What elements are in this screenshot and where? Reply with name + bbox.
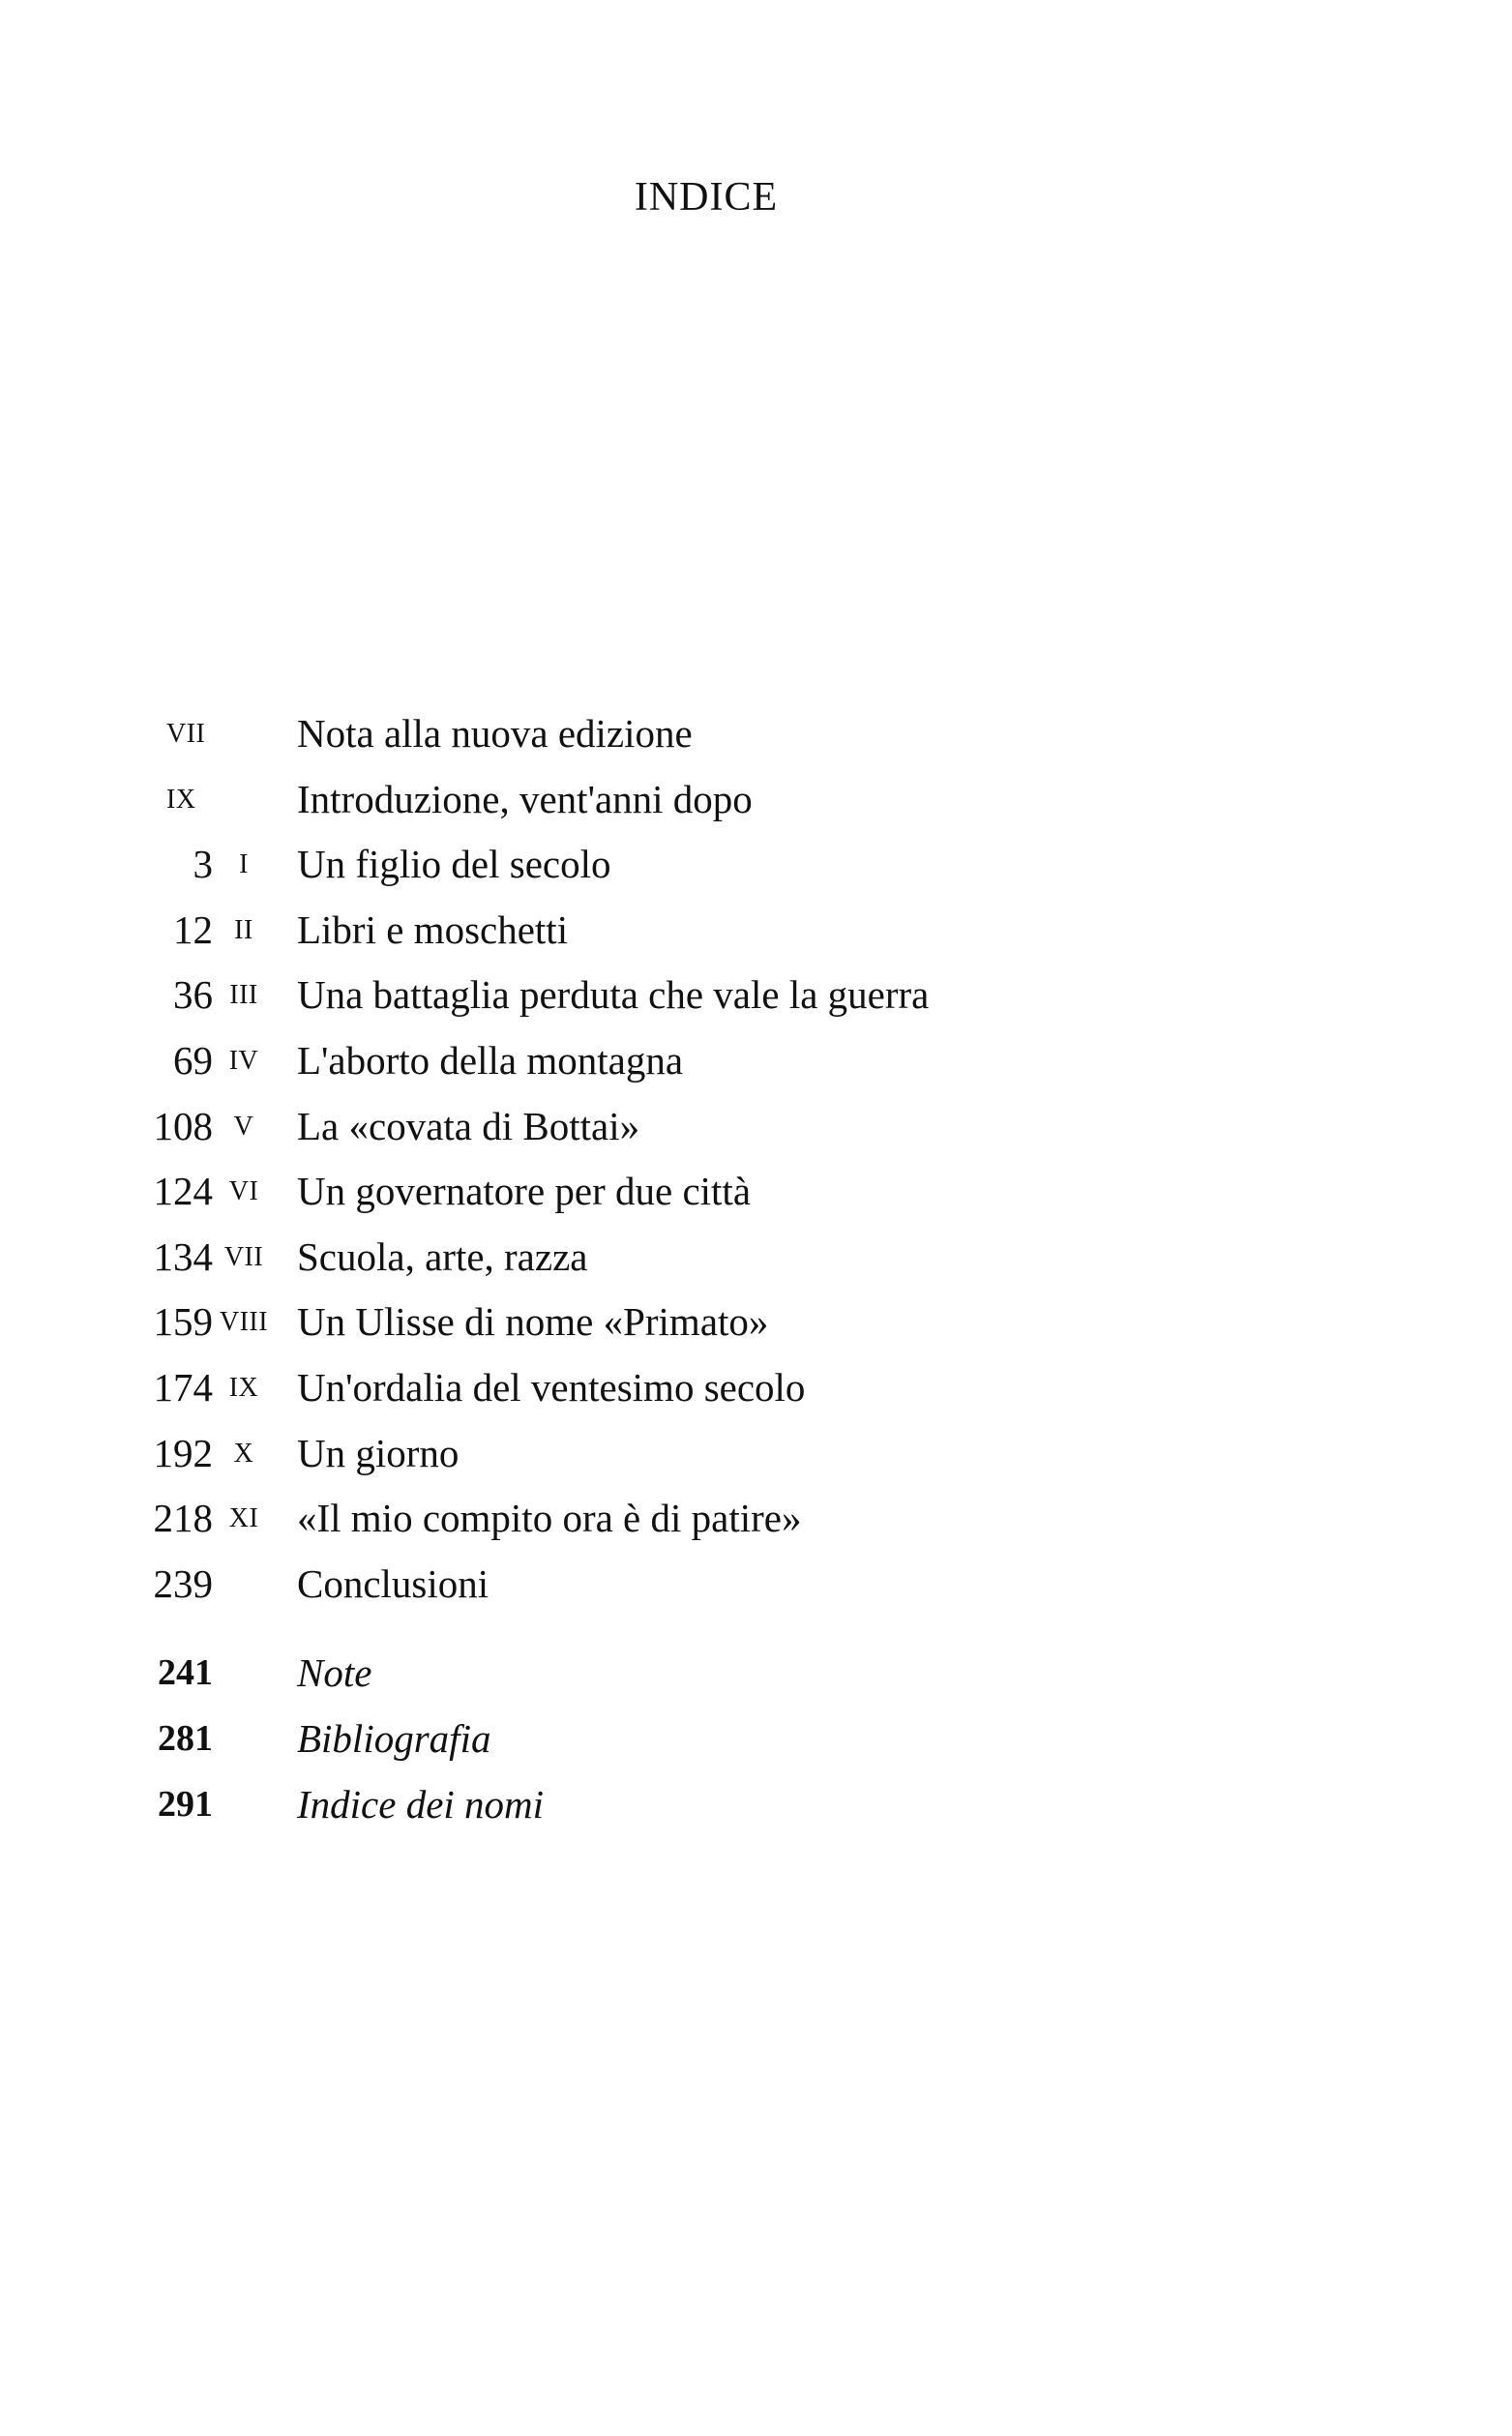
- toc-page-number: 239: [153, 1560, 213, 1606]
- toc-roman-numeral: VIII: [219, 1307, 269, 1338]
- toc-entry-chapter-8[interactable]: [145, 1290, 1112, 1355]
- toc-page-number: 241: [158, 1652, 213, 1694]
- toc-page-number: 174: [153, 1364, 213, 1410]
- toc-roman-numeral: VII: [223, 1241, 264, 1272]
- toc-page-number: 134: [153, 1233, 213, 1279]
- toc-page-number: 108: [153, 1103, 213, 1148]
- toc-entry-label: Note: [297, 1650, 372, 1696]
- toc-entry-name-index[interactable]: [145, 1772, 1112, 1838]
- toc-roman-numeral: IX: [228, 1372, 259, 1403]
- toc-entry-chapter-2[interactable]: [145, 898, 1112, 964]
- toc-entry-label: Indice dei nomi: [297, 1781, 545, 1827]
- toc-entry-label: La «covata di Bottai»: [297, 1103, 640, 1148]
- table-of-contents: [145, 701, 1112, 1837]
- toc-entry-label: Bibliografia: [297, 1715, 491, 1761]
- toc-entry-conclusions[interactable]: [145, 1552, 1112, 1618]
- toc-roman-numeral: V: [233, 1111, 254, 1142]
- toc-roman-numeral: I: [239, 849, 249, 880]
- toc-entry-label: Un figlio del secolo: [297, 842, 611, 887]
- toc-roman-numeral: VII: [166, 719, 206, 749]
- toc-entry-label: Nota alla nuova edizione: [297, 711, 693, 756]
- toc-page-number: 291: [158, 1783, 213, 1825]
- toc-entry-chapter-1[interactable]: [145, 832, 1112, 898]
- toc-entry-preface[interactable]: [145, 701, 1112, 767]
- toc-entry-label: Scuola, arte, razza: [297, 1233, 588, 1279]
- toc-entry-chapter-4[interactable]: [145, 1028, 1112, 1094]
- toc-page-number: 3: [193, 842, 213, 887]
- toc-page-number: 124: [153, 1169, 213, 1214]
- toc-entry-label: L'aborto della montagna: [297, 1037, 684, 1083]
- section-gap: [145, 1617, 1112, 1641]
- toc-page-number: 69: [173, 1037, 213, 1083]
- toc-page-number: 36: [173, 972, 213, 1018]
- toc-roman-numeral: IV: [228, 1045, 259, 1076]
- toc-entry-label: Un'ordalia del ventesimo secolo: [297, 1364, 806, 1410]
- toc-roman-numeral: IX: [166, 784, 196, 815]
- toc-entry-chapter-7[interactable]: [145, 1225, 1112, 1291]
- toc-page-number: 192: [153, 1430, 213, 1475]
- toc-entry-chapter-11[interactable]: [145, 1486, 1112, 1552]
- toc-entry-label: Introduzione, vent'anni dopo: [297, 776, 753, 821]
- toc-entry-chapter-3[interactable]: [145, 963, 1112, 1028]
- toc-roman-numeral: III: [229, 980, 258, 1011]
- toc-entry-label: Un governatore per due città: [297, 1169, 752, 1214]
- toc-entry-label: Una battaglia perduta che vale la guerra: [297, 972, 930, 1018]
- toc-entry-label: «Il mio compito ora è di patire»: [297, 1496, 802, 1541]
- toc-page-number: 281: [158, 1717, 213, 1759]
- toc-entry-introduction[interactable]: [145, 767, 1112, 833]
- toc-entry-label: Conclusioni: [297, 1560, 489, 1606]
- toc-roman-numeral: XI: [228, 1503, 259, 1534]
- toc-entry-chapter-6[interactable]: [145, 1159, 1112, 1225]
- toc-page-number: 218: [153, 1496, 213, 1541]
- toc-roman-numeral: II: [234, 914, 253, 945]
- toc-entry-label: Libri e moschetti: [297, 906, 569, 952]
- toc-entry-chapter-10[interactable]: [145, 1421, 1112, 1487]
- toc-roman-numeral: X: [233, 1438, 254, 1469]
- toc-page-number: 12: [173, 906, 213, 952]
- toc-entry-notes[interactable]: [145, 1641, 1112, 1707]
- page-title: INDICE: [634, 175, 779, 220]
- toc-entry-label: Un Ulisse di nome «Primato»: [297, 1299, 769, 1345]
- toc-roman-numeral: VI: [228, 1176, 259, 1207]
- toc-page-number: 159: [153, 1299, 213, 1345]
- toc-entry-bibliography[interactable]: [145, 1707, 1112, 1772]
- toc-entry-chapter-9[interactable]: [145, 1355, 1112, 1421]
- toc-entry-label: Un giorno: [297, 1430, 460, 1475]
- toc-entry-chapter-5[interactable]: [145, 1094, 1112, 1160]
